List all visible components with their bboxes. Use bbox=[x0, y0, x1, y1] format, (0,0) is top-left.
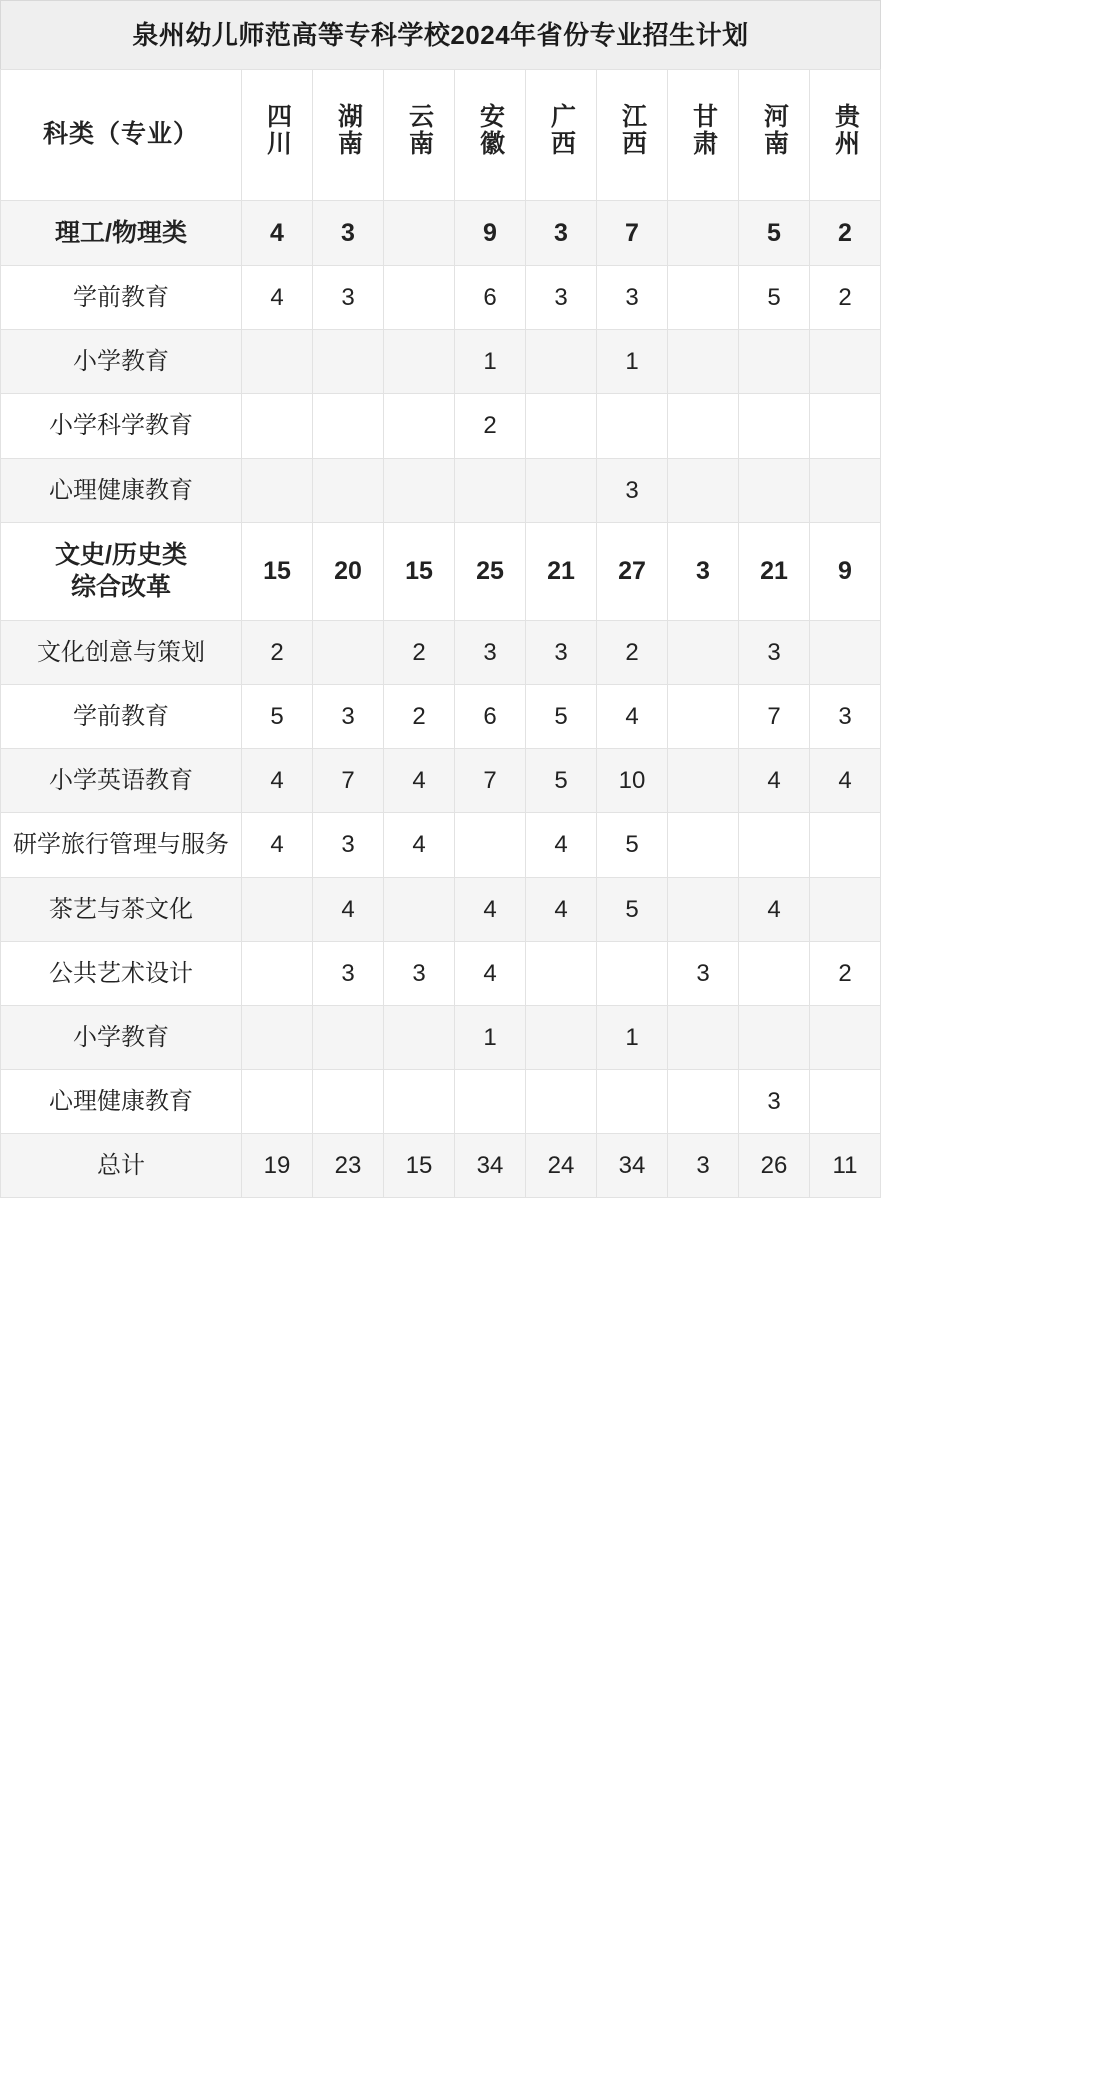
table-cell bbox=[526, 394, 597, 458]
table-cell bbox=[668, 200, 739, 266]
table-row bbox=[1, 813, 881, 877]
table-cell bbox=[526, 941, 597, 1005]
table-cell bbox=[810, 1005, 881, 1069]
table-cell bbox=[668, 1005, 739, 1069]
table-cell bbox=[384, 200, 455, 266]
table-cell bbox=[810, 620, 881, 684]
table-cell bbox=[384, 1005, 455, 1069]
row-label: 公共艺术设计 bbox=[1, 941, 242, 1005]
table-cell: 7 bbox=[455, 749, 526, 813]
table-cell: 34 bbox=[597, 1134, 668, 1198]
table-cell: 4 bbox=[242, 266, 313, 330]
table-cell bbox=[242, 877, 313, 941]
table-row bbox=[1, 749, 881, 813]
table-cell bbox=[384, 266, 455, 330]
column-header-province-8 bbox=[810, 69, 881, 200]
table-cell: 25 bbox=[455, 522, 526, 620]
table-row bbox=[1, 458, 881, 522]
table-cell: 4 bbox=[455, 877, 526, 941]
table-cell: 5 bbox=[526, 684, 597, 748]
table-cell bbox=[384, 1070, 455, 1134]
table-cell: 4 bbox=[526, 877, 597, 941]
table-cell bbox=[668, 1070, 739, 1134]
table-cell bbox=[242, 458, 313, 522]
table-cell: 2 bbox=[384, 684, 455, 748]
table-cell bbox=[810, 330, 881, 394]
table-cell bbox=[739, 330, 810, 394]
row-label: 研学旅行管理与服务 bbox=[1, 813, 242, 877]
table-cell bbox=[242, 941, 313, 1005]
table-cell bbox=[526, 1005, 597, 1069]
row-label: 小学教育 bbox=[1, 330, 242, 394]
table-cell bbox=[242, 1070, 313, 1134]
column-header-province-6-label: 甘肃 bbox=[689, 103, 718, 158]
table-cell: 4 bbox=[597, 684, 668, 748]
table-cell bbox=[810, 877, 881, 941]
table-cell: 4 bbox=[455, 941, 526, 1005]
row-label: 理工/物理类 bbox=[1, 200, 242, 266]
table-cell: 23 bbox=[313, 1134, 384, 1198]
table-cell bbox=[739, 458, 810, 522]
table-cell bbox=[668, 877, 739, 941]
row-label: 小学英语教育 bbox=[1, 749, 242, 813]
column-header-province-0 bbox=[242, 69, 313, 200]
table-cell: 34 bbox=[455, 1134, 526, 1198]
table-row bbox=[1, 941, 881, 1005]
table-cell: 3 bbox=[313, 813, 384, 877]
table-cell bbox=[810, 458, 881, 522]
table-cell: 6 bbox=[455, 684, 526, 748]
table-cell bbox=[313, 458, 384, 522]
table-cell bbox=[455, 813, 526, 877]
table-cell: 3 bbox=[597, 458, 668, 522]
table-cell: 3 bbox=[810, 684, 881, 748]
table-cell bbox=[668, 749, 739, 813]
table-cell: 3 bbox=[313, 941, 384, 1005]
table-cell bbox=[455, 458, 526, 522]
table-cell: 1 bbox=[597, 1005, 668, 1069]
table-cell bbox=[242, 1005, 313, 1069]
table-cell: 10 bbox=[597, 749, 668, 813]
table-cell: 3 bbox=[668, 522, 739, 620]
column-header-province-2-label: 云南 bbox=[405, 103, 434, 158]
table-cell bbox=[597, 394, 668, 458]
column-header-province-1 bbox=[313, 69, 384, 200]
table-cell: 4 bbox=[739, 749, 810, 813]
table-header bbox=[1, 69, 881, 200]
table-cell: 3 bbox=[384, 941, 455, 1005]
table-cell: 5 bbox=[739, 266, 810, 330]
column-header-category: 科类（专业） bbox=[1, 69, 242, 200]
table-cell bbox=[668, 330, 739, 394]
row-label: 学前教育 bbox=[1, 266, 242, 330]
table-row bbox=[1, 394, 881, 458]
table-cell: 3 bbox=[455, 620, 526, 684]
table-cell: 15 bbox=[384, 1134, 455, 1198]
table-cell: 3 bbox=[668, 1134, 739, 1198]
table-cell: 4 bbox=[810, 749, 881, 813]
table-cell bbox=[739, 941, 810, 1005]
column-header-province-3 bbox=[455, 69, 526, 200]
table-cell: 27 bbox=[597, 522, 668, 620]
table-cell bbox=[313, 330, 384, 394]
table-cell: 5 bbox=[739, 200, 810, 266]
table-cell: 6 bbox=[455, 266, 526, 330]
table-row bbox=[1, 620, 881, 684]
table-cell bbox=[597, 1070, 668, 1134]
table-cell: 4 bbox=[526, 813, 597, 877]
table-row bbox=[1, 1005, 881, 1069]
table-cell bbox=[526, 458, 597, 522]
table-cell: 1 bbox=[455, 1005, 526, 1069]
table-cell: 3 bbox=[739, 1070, 810, 1134]
table-cell bbox=[739, 1005, 810, 1069]
table-cell: 3 bbox=[313, 200, 384, 266]
table-cell: 4 bbox=[739, 877, 810, 941]
table-cell bbox=[384, 330, 455, 394]
table-cell: 3 bbox=[313, 266, 384, 330]
table-cell bbox=[810, 813, 881, 877]
table-cell bbox=[455, 1070, 526, 1134]
table-cell bbox=[526, 1070, 597, 1134]
table-cell: 2 bbox=[242, 620, 313, 684]
table-cell: 19 bbox=[242, 1134, 313, 1198]
column-header-province-2 bbox=[384, 69, 455, 200]
table-cell: 5 bbox=[242, 684, 313, 748]
row-label: 小学科学教育 bbox=[1, 394, 242, 458]
table-cell: 24 bbox=[526, 1134, 597, 1198]
table-cell: 3 bbox=[526, 266, 597, 330]
table-cell: 3 bbox=[526, 620, 597, 684]
table-cell: 5 bbox=[526, 749, 597, 813]
table-cell: 21 bbox=[526, 522, 597, 620]
column-header-province-4-label: 广西 bbox=[547, 103, 576, 158]
header-row bbox=[1, 69, 881, 200]
table-cell: 3 bbox=[668, 941, 739, 1005]
table-cell: 2 bbox=[810, 941, 881, 1005]
table-cell: 20 bbox=[313, 522, 384, 620]
table-row bbox=[1, 266, 881, 330]
row-label: 文史/历史类 综合改革 bbox=[1, 522, 242, 620]
table-cell: 4 bbox=[384, 813, 455, 877]
column-header-province-7-label: 河南 bbox=[760, 103, 789, 158]
table-cell bbox=[384, 458, 455, 522]
column-header-province-6 bbox=[668, 69, 739, 200]
table-cell: 2 bbox=[597, 620, 668, 684]
table-cell: 4 bbox=[384, 749, 455, 813]
table-cell: 9 bbox=[455, 200, 526, 266]
table-cell bbox=[668, 266, 739, 330]
table-cell: 7 bbox=[313, 749, 384, 813]
table-cell: 4 bbox=[242, 200, 313, 266]
table-body bbox=[1, 200, 881, 1198]
table-row bbox=[1, 200, 881, 266]
table-row bbox=[1, 1134, 881, 1198]
table-cell: 21 bbox=[739, 522, 810, 620]
table-cell bbox=[313, 1005, 384, 1069]
column-header-province-8-label: 贵州 bbox=[831, 103, 860, 158]
admission-plan-sheet bbox=[0, 0, 860, 1198]
row-label: 总计 bbox=[1, 1134, 242, 1198]
table-row bbox=[1, 330, 881, 394]
table-cell bbox=[384, 877, 455, 941]
column-header-province-5 bbox=[597, 69, 668, 200]
table-cell bbox=[668, 684, 739, 748]
table-cell bbox=[668, 394, 739, 458]
table-cell: 4 bbox=[242, 749, 313, 813]
row-label: 小学教育 bbox=[1, 1005, 242, 1069]
table-cell: 2 bbox=[810, 200, 881, 266]
table-cell: 7 bbox=[597, 200, 668, 266]
table-row bbox=[1, 522, 881, 620]
table-cell: 5 bbox=[597, 813, 668, 877]
table-cell: 7 bbox=[739, 684, 810, 748]
column-header-province-4 bbox=[526, 69, 597, 200]
column-header-province-5-label: 江西 bbox=[618, 103, 647, 158]
table-cell: 3 bbox=[739, 620, 810, 684]
page-title: 泉州幼儿师范高等专科学校2024年省份专业招生计划 bbox=[0, 0, 881, 69]
table-cell: 2 bbox=[384, 620, 455, 684]
table-row bbox=[1, 1070, 881, 1134]
table-cell: 2 bbox=[455, 394, 526, 458]
table-cell bbox=[313, 1070, 384, 1134]
table-cell bbox=[739, 813, 810, 877]
row-label: 心理健康教育 bbox=[1, 1070, 242, 1134]
table-cell bbox=[242, 330, 313, 394]
table-row bbox=[1, 684, 881, 748]
column-header-province-3-label: 安徽 bbox=[476, 103, 505, 158]
table-cell: 15 bbox=[242, 522, 313, 620]
table-cell: 26 bbox=[739, 1134, 810, 1198]
column-header-province-7 bbox=[739, 69, 810, 200]
table-cell bbox=[313, 394, 384, 458]
table-cell: 1 bbox=[597, 330, 668, 394]
table-cell: 4 bbox=[313, 877, 384, 941]
table-cell: 9 bbox=[810, 522, 881, 620]
table-cell bbox=[597, 941, 668, 1005]
table-cell: 11 bbox=[810, 1134, 881, 1198]
table-cell: 3 bbox=[313, 684, 384, 748]
table-cell bbox=[313, 620, 384, 684]
table-cell: 15 bbox=[384, 522, 455, 620]
table-cell bbox=[810, 394, 881, 458]
table-cell bbox=[810, 1070, 881, 1134]
table-cell bbox=[526, 330, 597, 394]
table-cell: 5 bbox=[597, 877, 668, 941]
table-cell: 3 bbox=[597, 266, 668, 330]
table-cell bbox=[668, 620, 739, 684]
table-cell bbox=[384, 394, 455, 458]
table-cell bbox=[668, 813, 739, 877]
table-cell: 2 bbox=[810, 266, 881, 330]
row-label: 学前教育 bbox=[1, 684, 242, 748]
row-label: 文化创意与策划 bbox=[1, 620, 242, 684]
table-cell bbox=[668, 458, 739, 522]
row-label: 茶艺与茶文化 bbox=[1, 877, 242, 941]
table-cell bbox=[739, 394, 810, 458]
table-cell: 4 bbox=[242, 813, 313, 877]
column-header-province-1-label: 湖南 bbox=[334, 103, 363, 158]
table-cell: 1 bbox=[455, 330, 526, 394]
admission-plan-table bbox=[0, 0, 881, 1198]
table-row bbox=[1, 877, 881, 941]
row-label: 心理健康教育 bbox=[1, 458, 242, 522]
table-cell bbox=[242, 394, 313, 458]
column-header-province-0-label: 四川 bbox=[263, 103, 292, 158]
table-cell: 3 bbox=[526, 200, 597, 266]
